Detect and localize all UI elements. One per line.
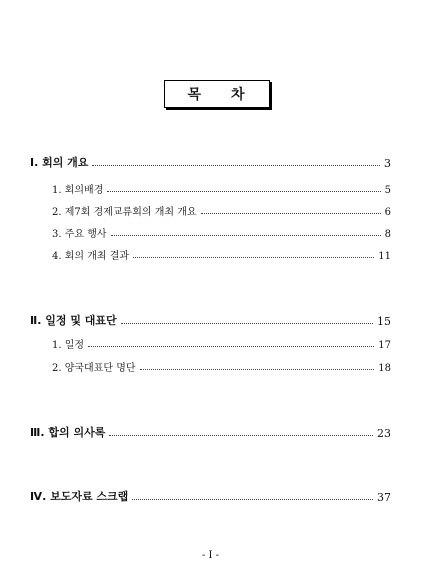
toc-item-1-1[interactable] [0,180,421,196]
toc-section-label: Ⅰ. 회의 개요 [30,156,89,169]
toc-item-label: 1. 회의배경 [52,185,104,196]
toc-section-label: Ⅲ. 합의 의사록 [30,426,106,439]
dot-leader [140,369,375,370]
toc-section-4[interactable] [0,488,421,504]
toc-item-label: 1. 일정 [52,340,85,351]
toc-page-number: 8 [384,229,391,240]
toc-section-label: Ⅳ. 보도자료 스크랩 [30,490,129,503]
toc-section-label: Ⅱ. 일정 및 대표단 [30,314,117,327]
toc-item-label: 3. 주요 행사 [52,229,107,240]
dot-leader [133,257,374,258]
dot-leader [111,235,381,236]
toc-title-right: 차 [231,87,247,103]
toc-page-number: 3 [384,157,391,170]
toc-page-number: 6 [384,207,391,218]
toc-section-2[interactable] [0,312,421,328]
toc-title-left: 목 [187,87,203,103]
toc-item-2-2[interactable] [0,358,421,374]
toc-title [164,80,270,108]
toc-item-label: 4. 회의 개최 결과 [52,251,130,262]
toc-page-number: 37 [377,491,391,504]
dot-leader [92,165,380,166]
toc-item-1-4[interactable] [0,246,421,262]
dot-leader [132,499,373,500]
toc-section-1[interactable] [0,154,421,170]
toc-page-number: 15 [377,315,391,328]
dot-leader [109,435,373,436]
toc-item-label: 2. 양국대표단 명단 [52,363,136,374]
toc-item-label: 2. 제7회 경제교류회의 개최 개요 [52,207,197,218]
toc-page-number: 18 [378,363,391,374]
dot-leader [88,346,374,347]
toc-item-1-3[interactable] [0,224,421,240]
toc-page-number: 23 [377,427,391,440]
dot-leader [107,191,380,192]
page-footer: - I - [201,550,220,561]
toc-page-number: 17 [378,340,391,351]
toc-item-1-2[interactable] [0,202,421,218]
dot-leader [121,323,373,324]
dot-leader [201,213,381,214]
toc-page-number: 11 [378,251,391,262]
toc-page-number: 5 [384,185,391,196]
toc-section-3[interactable] [0,424,421,440]
toc-item-2-1[interactable] [0,335,421,351]
